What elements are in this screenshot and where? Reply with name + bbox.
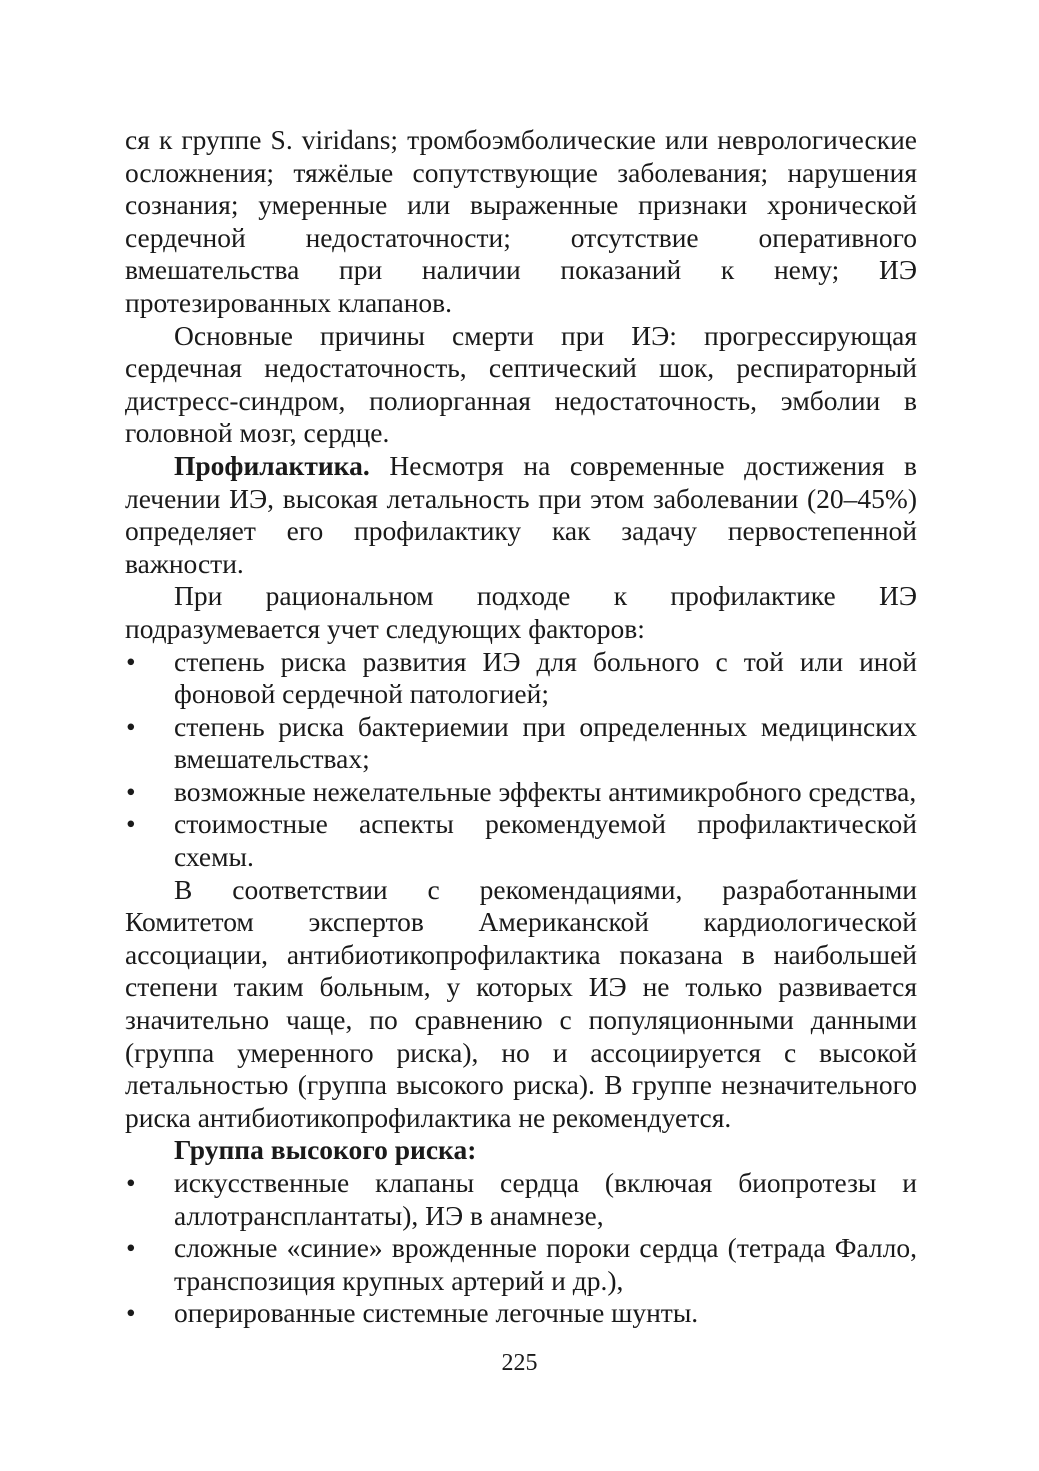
- list-item-text: степень риска бактериемии при определенных медицинских вмешательствах;: [174, 710, 917, 775]
- list-item: [125, 776, 917, 809]
- page-number: 225: [501, 1350, 538, 1376]
- prophylaxis-text: Несмотря на современные достижения в лечении ИЭ, высокая летальность при этом заболевании (20–45%) определяет его профилактику как задачу первостепенной важности.: [125, 449, 917, 579]
- list-item: [125, 646, 917, 711]
- bullet-icon: •: [126, 1232, 136, 1264]
- list-item-text: стоимостные аспекты рекомендуемой профилактической схемы.: [174, 808, 917, 873]
- paragraph-continuation: ся к группе S. viridans; тромбоэмболические или неврологические осложнения; тяжёлые сопутствующие заболевания; нарушения сознания; умеренные или выраженные признаки хронической сердечной недостаточности; отсутствие оперативного вмешательства при наличии показаний к нему; ИЭ протезированных клапанов.: [125, 124, 917, 318]
- paragraph-rational-approach: При рациональном подходе к профилактике ИЭ подразумевается учет следующих факторов:: [125, 580, 917, 644]
- prophylaxis-heading: Профилактика.: [174, 449, 370, 481]
- factors-list: [125, 646, 917, 874]
- bullet-icon: •: [126, 775, 136, 807]
- high-risk-list: [125, 1167, 917, 1330]
- bullet-icon: •: [126, 808, 136, 840]
- bullet-icon: •: [126, 710, 136, 742]
- list-item: [125, 1232, 917, 1297]
- paragraph-recommendations: В соответствии с рекомендациями, разработанными Комитетом экспертов Американской кардиологической ассоциации, антибиотикопрофилактика показана в наибольшей степени таким больным, у которых ИЭ не только развивается значительно чаще, по сравнению с популяционными данными (группа умеренного риска), но и ассоциируется с высокой летальностью (группа высокого риска). В группе незначительного риска антибиотикопрофилактика не рекомендуется.: [125, 873, 917, 1133]
- bullet-icon: •: [126, 1167, 136, 1198]
- high-risk-heading: Группа высокого риска:: [174, 1134, 477, 1166]
- list-item: [125, 711, 917, 776]
- list-item-text: искусственные клапаны сердца (включая биопротезы и аллотрансплантаты), ИЭ в анамнезе,: [174, 1167, 917, 1231]
- list-item-text: степень риска развития ИЭ для больного с той или иной фоновой сердечной патологией;: [174, 645, 917, 710]
- list-item-text: сложные «синие» врожденные пороки сердца (тетрада Фалло, транспозиция крупных артерий и др.),: [174, 1232, 917, 1296]
- paragraph-prophylaxis: [125, 450, 917, 580]
- list-item: [125, 1297, 917, 1330]
- list-item: [125, 1167, 917, 1232]
- bullet-icon: •: [126, 645, 136, 677]
- page-body: [125, 124, 917, 1330]
- paragraph-causes-of-death: Основные причины смерти при ИЭ: прогрессирующая сердечная недостаточность, септический шок, респираторный дистресс-синдром, полиорганная недостаточность, эмболии в головной мозг, сердце.: [125, 319, 917, 449]
- list-item: [125, 808, 917, 873]
- bullet-icon: •: [126, 1297, 136, 1329]
- list-item-text: возможные нежелательные эффекты антимикробного средства,: [174, 775, 917, 807]
- list-item-text: оперированные системные легочные шунты.: [174, 1297, 699, 1329]
